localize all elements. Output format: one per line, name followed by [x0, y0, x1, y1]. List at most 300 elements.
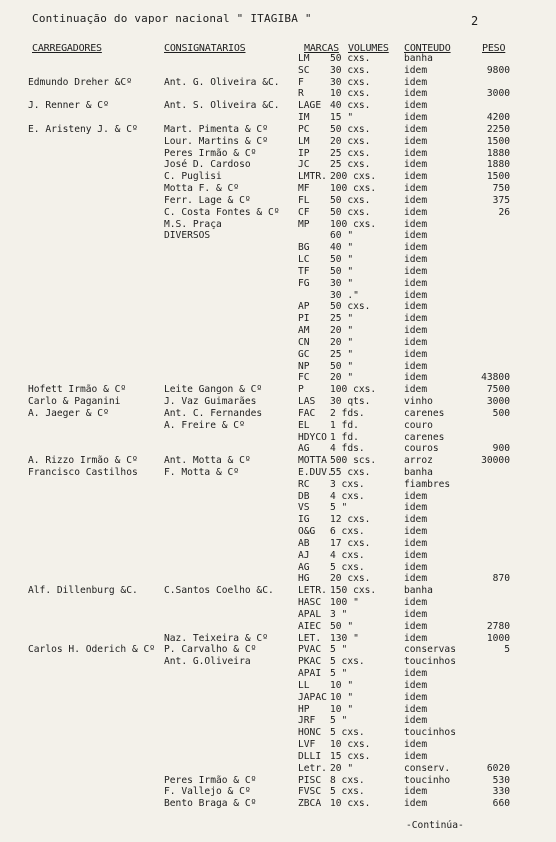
table-row	[0, 337, 556, 349]
contents-cell: toucinhos	[404, 656, 456, 668]
mark-cell: SC	[298, 64, 310, 76]
contents-cell: idem	[404, 313, 428, 325]
mark-cell: PC	[298, 123, 310, 135]
consignee-cell: J. Vaz Guimarães	[164, 396, 257, 408]
table-row	[0, 396, 556, 408]
mark-cell: F	[298, 76, 304, 88]
table-row	[0, 290, 556, 302]
consignee-cell: Naz. Teixeira & Cº	[164, 632, 268, 644]
contents-cell: idem	[404, 679, 428, 691]
document-title: Continuação do vapor nacional " ITAGIBA "	[32, 12, 312, 25]
volumes-cell: 30 qts.	[330, 396, 371, 408]
table-row	[0, 77, 556, 89]
mark-cell: MP	[298, 218, 310, 230]
table-row	[0, 479, 556, 491]
contents-cell: idem	[404, 147, 428, 159]
table-row	[0, 408, 556, 420]
table-row	[0, 88, 556, 100]
mark-cell: PISC	[298, 774, 322, 786]
consignee-cell: Leite Gangon & Cº	[164, 384, 263, 396]
volumes-cell: 100 cxs.	[330, 183, 377, 195]
contents-cell: idem	[404, 608, 428, 620]
shipper-cell: Francisco Castilhos	[28, 466, 138, 478]
consignee-cell: A. Freire & Cº	[164, 419, 245, 431]
table-row	[0, 514, 556, 526]
contents-cell: arroz	[404, 455, 433, 467]
mark-cell: MOTTA	[298, 455, 327, 467]
table-row	[0, 633, 556, 645]
volumes-cell: 50 cxs.	[330, 53, 371, 64]
table-row	[0, 775, 556, 787]
volumes-cell: 8 cxs.	[330, 774, 365, 786]
table-row	[0, 207, 556, 219]
weight-cell: 6020	[486, 762, 510, 774]
contents-cell: vinho	[404, 396, 433, 408]
volumes-cell: 3 "	[330, 608, 348, 620]
mark-cell: AJ	[298, 549, 310, 561]
table-row	[0, 621, 556, 633]
table-row	[0, 455, 556, 467]
contents-cell: idem	[404, 100, 428, 112]
contents-cell: idem	[404, 502, 428, 514]
shipper-cell: Hofett Irmão & Cº	[28, 384, 127, 396]
weight-cell: 660	[492, 798, 510, 810]
mark-cell: LAGE	[298, 100, 322, 112]
volumes-cell: 50 cxs.	[330, 194, 371, 206]
consignee-cell: Ant. S. Oliveira &C.	[164, 100, 280, 112]
table-row	[0, 502, 556, 514]
contents-cell: idem	[404, 750, 428, 762]
weight-cell: 4200	[486, 112, 510, 124]
volumes-cell: 30 cxs.	[330, 76, 371, 88]
weight-cell: 1880	[486, 159, 510, 171]
table-row	[0, 715, 556, 727]
volumes-cell: 20 cxs.	[330, 135, 371, 147]
volumes-cell: 100 "	[330, 597, 359, 609]
contents-cell: idem	[404, 490, 428, 502]
mark-cell: CF	[298, 206, 310, 218]
consignee-cell: C.Santos Coelho &C.	[164, 585, 274, 597]
volumes-cell: 10 cxs.	[330, 88, 371, 100]
mark-cell: AG	[298, 561, 310, 573]
volumes-cell: 10 cxs.	[330, 798, 371, 810]
table-row	[0, 124, 556, 136]
contents-cell: idem	[404, 360, 428, 372]
contents-cell: idem	[404, 514, 428, 526]
contents-cell: conserv.	[404, 762, 451, 774]
mark-cell: AM	[298, 325, 310, 337]
column-header-volumes: VOLUMES	[348, 43, 389, 54]
volumes-cell: 10 "	[330, 679, 354, 691]
table-row	[0, 420, 556, 432]
contents-cell: idem	[404, 64, 428, 76]
mark-cell: LVF	[298, 739, 316, 751]
contents-cell: idem	[404, 786, 428, 798]
contents-cell: idem	[404, 372, 428, 384]
volumes-cell: 55 cxs.	[330, 466, 371, 478]
mark-cell: AG	[298, 443, 310, 455]
contents-cell: idem	[404, 691, 428, 703]
table-row	[0, 704, 556, 716]
mark-cell: IG	[298, 514, 310, 526]
volumes-cell: 100 cxs.	[330, 218, 377, 230]
mark-cell: APAL	[298, 608, 322, 620]
table-row	[0, 384, 556, 396]
contents-cell: idem	[404, 206, 428, 218]
shipper-cell: J. Renner & Cº	[28, 100, 109, 112]
mark-cell: AIEC	[298, 620, 322, 632]
contents-cell: idem	[404, 123, 428, 135]
table-row	[0, 786, 556, 798]
mark-cell: GC	[298, 348, 310, 360]
table-row	[0, 609, 556, 621]
volumes-cell: 50 cxs.	[330, 206, 371, 218]
contents-cell: carenes	[404, 431, 445, 443]
weight-cell: 1500	[486, 135, 510, 147]
volumes-cell: 5 cxs.	[330, 656, 365, 668]
shipper-cell: Carlos H. Oderich & Cº	[28, 644, 156, 656]
volumes-cell: 5 cxs.	[330, 786, 365, 798]
mark-cell: EL	[298, 419, 310, 431]
weight-cell: 7500	[486, 384, 510, 396]
contents-cell: idem	[404, 112, 428, 124]
contents-cell: idem	[404, 135, 428, 147]
consignee-cell: Motta F. & Cº	[164, 183, 240, 195]
consignee-cell: C. Costa Fontes & Cº	[164, 206, 280, 218]
contents-cell: idem	[404, 171, 428, 183]
contents-cell: couros	[404, 443, 439, 455]
contents-cell: idem	[404, 183, 428, 195]
table-row	[0, 680, 556, 692]
consignee-cell: José D. Cardoso	[164, 159, 251, 171]
volumes-cell: 3 cxs.	[330, 478, 365, 490]
contents-cell: idem	[404, 230, 428, 242]
table-row	[0, 668, 556, 680]
table-row	[0, 242, 556, 254]
volumes-cell: 20 "	[330, 762, 354, 774]
column-header-shippers: CARREGADORES	[32, 43, 102, 54]
volumes-cell: 5 "	[330, 715, 348, 727]
mark-cell: FC	[298, 372, 310, 384]
volumes-cell: 20 "	[330, 372, 354, 384]
contents-cell: idem	[404, 254, 428, 266]
mark-cell: R	[298, 88, 304, 100]
table-row	[0, 148, 556, 160]
mark-cell: LETR.	[298, 585, 327, 597]
table-row	[0, 798, 556, 810]
mark-cell: LMTR.	[298, 171, 327, 183]
volumes-cell: 5 "	[330, 668, 348, 680]
contents-cell: idem	[404, 218, 428, 230]
mark-cell: HP	[298, 703, 310, 715]
mark-cell: Letr.	[298, 762, 327, 774]
contents-cell: idem	[404, 348, 428, 360]
mark-cell: IP	[298, 147, 310, 159]
mark-cell: APAI	[298, 668, 322, 680]
contents-cell: conservas	[404, 644, 456, 656]
weight-cell: 530	[492, 774, 510, 786]
volumes-cell: 50 "	[330, 254, 354, 266]
table-row	[0, 100, 556, 112]
consignee-cell: C. Puglisi	[164, 171, 222, 183]
table-row	[0, 171, 556, 183]
mark-cell: JRF	[298, 715, 316, 727]
contents-cell: idem	[404, 277, 428, 289]
table-row	[0, 266, 556, 278]
page-number: 2	[471, 14, 479, 28]
contents-cell: idem	[404, 549, 428, 561]
volumes-cell: 30 ."	[330, 289, 359, 301]
consignee-cell: Ant. G. Oliveira &C.	[164, 76, 280, 88]
contents-cell: idem	[404, 336, 428, 348]
table-row	[0, 491, 556, 503]
mark-cell: O&G	[298, 526, 316, 538]
volumes-cell: 10 cxs.	[330, 739, 371, 751]
mark-cell: HG	[298, 573, 310, 585]
weight-cell: 2780	[486, 620, 510, 632]
contents-cell: carenes	[404, 407, 445, 419]
volumes-cell: 50 cxs.	[330, 301, 371, 313]
contents-cell: idem	[404, 301, 428, 313]
consignee-cell: Mart. Pimenta & Cº	[164, 123, 268, 135]
column-header-consignees: CONSIGNATARIOS	[164, 43, 246, 54]
contents-cell: idem	[404, 526, 428, 538]
contents-cell: idem	[404, 76, 428, 88]
volumes-cell: 20 "	[330, 336, 354, 348]
mark-cell: LC	[298, 254, 310, 266]
table-row	[0, 65, 556, 77]
weight-cell: 375	[492, 194, 510, 206]
contents-cell: idem	[404, 668, 428, 680]
weight-cell: 1880	[486, 147, 510, 159]
table-row	[0, 585, 556, 597]
mark-cell: LM	[298, 135, 310, 147]
mark-cell: RC	[298, 478, 310, 490]
shipper-cell: A. Jaeger & Cº	[28, 407, 109, 419]
volumes-cell: 5 cxs.	[330, 727, 365, 739]
volumes-cell: 5 cxs.	[330, 561, 365, 573]
table-row	[0, 136, 556, 148]
mark-cell: PVAC	[298, 644, 322, 656]
contents-cell: couro	[404, 419, 433, 431]
contents-cell: idem	[404, 265, 428, 277]
mark-cell: FL	[298, 194, 310, 206]
contents-cell: idem	[404, 384, 428, 396]
mark-cell: BG	[298, 242, 310, 254]
volumes-cell: 6 cxs.	[330, 526, 365, 538]
table-row	[0, 349, 556, 361]
mark-cell: DB	[298, 490, 310, 502]
volumes-cell: 5 "	[330, 502, 348, 514]
table-row	[0, 562, 556, 574]
table-row	[0, 313, 556, 325]
table-row	[0, 195, 556, 207]
weight-cell: 870	[492, 573, 510, 585]
table-row	[0, 432, 556, 444]
volumes-cell: 15 "	[330, 112, 354, 124]
volumes-cell: 17 cxs.	[330, 537, 371, 549]
contents-cell: banha	[404, 466, 433, 478]
volumes-cell: 50 cxs.	[330, 123, 371, 135]
contents-cell: idem	[404, 561, 428, 573]
weight-cell: 30000	[481, 455, 510, 467]
volumes-cell: 1 fd.	[330, 419, 359, 431]
weight-cell: 5	[504, 644, 510, 656]
consignee-cell: Ant. G.Oliveira	[164, 656, 251, 668]
table-row	[0, 597, 556, 609]
table-row	[0, 325, 556, 337]
table-row	[0, 692, 556, 704]
volumes-cell: 25 "	[330, 348, 354, 360]
table-row	[0, 219, 556, 231]
table-row	[0, 112, 556, 124]
consignee-cell: Lour. Martins & Cº	[164, 135, 268, 147]
mark-cell: TF	[298, 265, 310, 277]
table-row	[0, 467, 556, 479]
table-row	[0, 254, 556, 266]
consignee-cell: DIVERSOS	[164, 230, 211, 242]
volumes-cell: 1 fd.	[330, 431, 359, 443]
contents-cell: toucinho	[404, 774, 451, 786]
contents-cell: idem	[404, 289, 428, 301]
volumes-cell: 20 cxs.	[330, 573, 371, 585]
mark-cell: IM	[298, 112, 310, 124]
contents-cell: idem	[404, 703, 428, 715]
mark-cell: PI	[298, 313, 310, 325]
table-row	[0, 53, 556, 65]
weight-cell: 3000	[486, 88, 510, 100]
mark-cell: ZBCA	[298, 798, 322, 810]
volumes-cell: 40 cxs.	[330, 100, 371, 112]
mark-cell: HASC	[298, 597, 322, 609]
contents-cell: idem	[404, 325, 428, 337]
volumes-cell: 4 fds.	[330, 443, 365, 455]
weight-cell: 9800	[486, 64, 510, 76]
weight-cell: 500	[492, 407, 510, 419]
table-row	[0, 656, 556, 668]
contents-cell: idem	[404, 798, 428, 810]
weight-cell: 330	[492, 786, 510, 798]
mark-cell: FVSC	[298, 786, 322, 798]
consignee-cell: M.S. Praça	[164, 218, 222, 230]
mark-cell: HDYCO	[298, 431, 327, 443]
table-row	[0, 230, 556, 242]
consignee-cell: Peres Irmão & Cº	[164, 147, 257, 159]
volumes-cell: 500 scs.	[330, 455, 377, 467]
shipper-cell: E. Aristeny J. & Cº	[28, 123, 138, 135]
consignee-cell: P. Carvalho & Cº	[164, 644, 257, 656]
table-row	[0, 739, 556, 751]
contents-cell: idem	[404, 715, 428, 727]
shipper-cell: Carlo & Paganini	[28, 396, 121, 408]
table-row	[0, 751, 556, 763]
shipper-cell: Alf. Dillenburg &C.	[28, 585, 138, 597]
mark-cell: NP	[298, 360, 310, 372]
shipper-cell: Edmundo Dreher &Cº	[28, 76, 132, 88]
volumes-cell: 25 cxs.	[330, 147, 371, 159]
contents-cell: toucinhos	[404, 727, 456, 739]
consignee-cell: Peres Irmão & Cº	[164, 774, 257, 786]
contents-cell: fiambres	[404, 478, 451, 490]
table-row	[0, 183, 556, 195]
contents-cell: idem	[404, 159, 428, 171]
table-row	[0, 538, 556, 550]
consignee-cell: Bento Braga & Cº	[164, 798, 257, 810]
contents-cell: idem	[404, 242, 428, 254]
volumes-cell: 150 cxs.	[330, 585, 377, 597]
mark-cell: AB	[298, 537, 310, 549]
mark-cell: PKAC	[298, 656, 322, 668]
shipper-cell: A. Rizzo Irmão & Cº	[28, 455, 138, 467]
volumes-cell: 50 "	[330, 265, 354, 277]
continue-label: -Continúa-	[406, 820, 464, 831]
contents-cell: idem	[404, 739, 428, 751]
weight-cell: 26	[498, 206, 510, 218]
manifest-table	[0, 53, 556, 810]
volumes-cell: 4 cxs.	[330, 490, 365, 502]
contents-cell: banha	[404, 53, 433, 64]
mark-cell: HONC	[298, 727, 322, 739]
table-row	[0, 727, 556, 739]
mark-cell: LM	[298, 53, 310, 64]
mark-cell: VS	[298, 502, 310, 514]
mark-cell: JC	[298, 159, 310, 171]
contents-cell: idem	[404, 537, 428, 549]
mark-cell: E.DUV.	[298, 466, 333, 478]
volumes-cell: 100 cxs.	[330, 384, 377, 396]
column-header-weight: PESO	[482, 43, 506, 54]
volumes-cell: 30 "	[330, 277, 354, 289]
contents-cell: idem	[404, 597, 428, 609]
contents-cell: idem	[404, 632, 428, 644]
volumes-cell: 30 cxs.	[330, 64, 371, 76]
volumes-cell: 40 "	[330, 242, 354, 254]
volumes-cell: 200 cxs.	[330, 171, 377, 183]
consignee-cell: Ant. C. Fernandes	[164, 407, 263, 419]
mark-cell: LL	[298, 679, 310, 691]
contents-cell: idem	[404, 194, 428, 206]
volumes-cell: 15 cxs.	[330, 750, 371, 762]
contents-cell: idem	[404, 573, 428, 585]
table-row	[0, 644, 556, 656]
mark-cell: CN	[298, 336, 310, 348]
volumes-cell: 20 "	[330, 325, 354, 337]
mark-cell: AP	[298, 301, 310, 313]
volumes-cell: 130 "	[330, 632, 359, 644]
table-row	[0, 526, 556, 538]
volumes-cell: 25 cxs.	[330, 159, 371, 171]
weight-cell: 3000	[486, 396, 510, 408]
consignee-cell: Ant. Motta & Cº	[164, 455, 251, 467]
table-row	[0, 573, 556, 585]
mark-cell: FG	[298, 277, 310, 289]
volumes-cell: 10 "	[330, 703, 354, 715]
mark-cell: P	[298, 384, 304, 396]
consignee-cell: F. Motta & Cº	[164, 466, 240, 478]
weight-cell: 1000	[486, 632, 510, 644]
mark-cell: FAC	[298, 407, 316, 419]
table-row	[0, 361, 556, 373]
contents-cell: banha	[404, 585, 433, 597]
consignee-cell: F. Vallejo & Cº	[164, 786, 251, 798]
table-row	[0, 159, 556, 171]
mark-cell: LET.	[298, 632, 322, 644]
weight-cell: 900	[492, 443, 510, 455]
weight-cell: 750	[492, 183, 510, 195]
volumes-cell: 4 cxs.	[330, 549, 365, 561]
volumes-cell: 25 "	[330, 313, 354, 325]
volumes-cell: 12 cxs.	[330, 514, 371, 526]
